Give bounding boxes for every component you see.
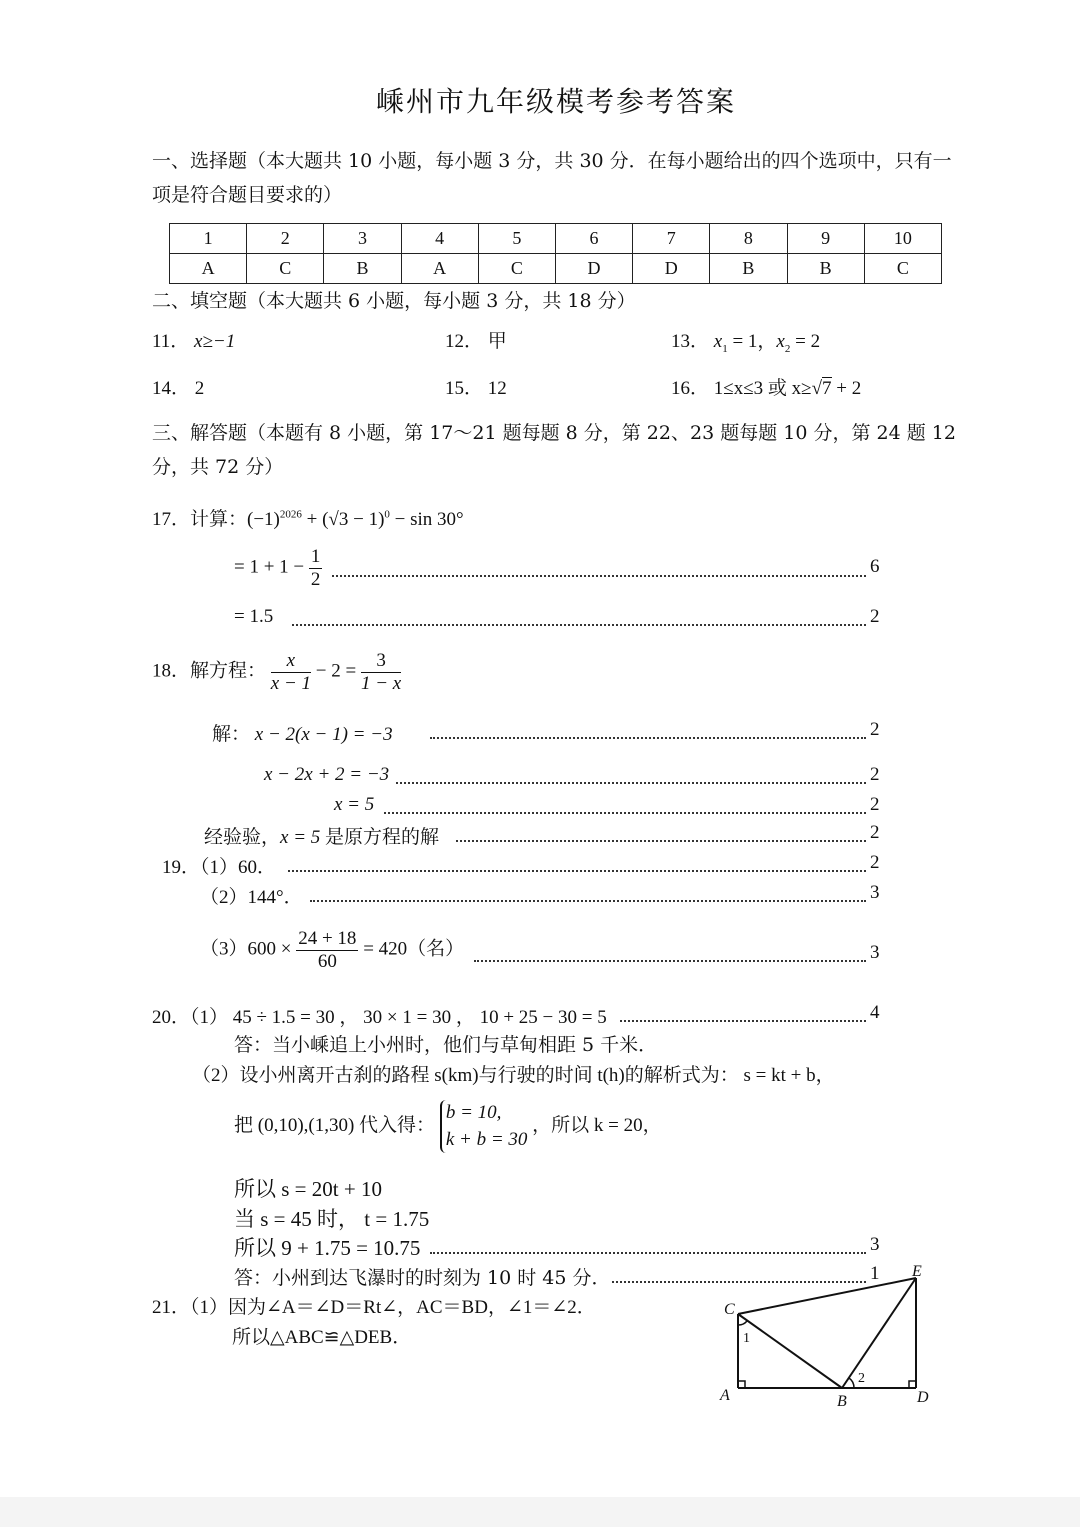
answer-value: + 2 xyxy=(831,378,862,399)
q20-line1: 所以 s = 20t + 10 xyxy=(234,1177,382,1201)
expression: − sin 30° xyxy=(389,509,464,530)
q20-part2: （2）设小州离开古刹的路程 s(km)与行驶的时间 t(h)的解析式为： s = kt + b， xyxy=(192,1065,835,1086)
score: 4 xyxy=(870,1002,880,1023)
q20-answer1: 答：当小嵊追上小州时，他们与草甸相距 5 千米． xyxy=(234,1034,658,1056)
table-cell: D xyxy=(555,254,632,284)
answer-16 xyxy=(671,373,861,400)
q18-question xyxy=(152,650,401,695)
table-cell: 8 xyxy=(710,224,787,254)
score: 2 xyxy=(870,852,880,873)
question-number: 15． xyxy=(445,378,484,399)
numerator: 1 xyxy=(310,546,321,567)
q17-step2: = 1.5 xyxy=(234,606,274,627)
solution-label: 解： xyxy=(212,724,251,745)
answer-value: = 1， xyxy=(727,331,777,352)
dot-leader xyxy=(292,624,866,626)
q20-line2: 当 s = 45 时， t = 1.75 xyxy=(234,1207,430,1231)
dot-leader xyxy=(310,900,866,902)
q18-step1 xyxy=(212,719,393,746)
answer-13 xyxy=(671,326,820,355)
fraction xyxy=(296,928,358,973)
angle-arc-1 xyxy=(738,1321,747,1325)
answer-value: x≥−1 xyxy=(194,331,236,352)
angle-arc-2 xyxy=(849,1378,854,1388)
sqrt-sign: √ xyxy=(811,378,822,399)
segment-ce xyxy=(738,1278,916,1314)
answer-value: = 2 xyxy=(790,331,821,352)
dot-leader xyxy=(396,782,866,784)
check-label: 经验验， xyxy=(204,827,281,848)
expression: （3）600 × xyxy=(200,938,292,960)
q17-question xyxy=(152,504,464,531)
dot-leader xyxy=(288,870,866,872)
exponent: 2026 xyxy=(279,508,302,521)
denominator: x − 1 xyxy=(270,672,312,694)
score: 3 xyxy=(870,942,880,963)
section1-heading-line1: 一、选择题（本大题共 10 小题，每小题 3 分，共 30 分．在每小题给出的四个选项中，只有一 xyxy=(152,150,952,172)
expression: + (√3 − 1) xyxy=(301,509,385,530)
question-label: 18．解方程： xyxy=(152,660,267,682)
table-row xyxy=(170,224,942,254)
denominator: 1 − x xyxy=(360,672,402,694)
numerator: x xyxy=(271,650,311,673)
score: 3 xyxy=(870,1234,880,1255)
table-cell: A xyxy=(170,254,247,284)
q19-part2: （2）144°． xyxy=(200,887,303,908)
question-number: 16． xyxy=(671,378,710,399)
segment-cb xyxy=(738,1314,842,1388)
exponent: 0 xyxy=(384,508,390,521)
answer-value: 2 xyxy=(194,378,205,399)
question-label: 17．计算： xyxy=(152,509,248,530)
table-cell: 1 xyxy=(170,224,247,254)
table-cell: 9 xyxy=(787,224,864,254)
q17-step1 xyxy=(234,546,322,591)
expression: = 420（名） xyxy=(363,938,465,960)
point-label-e: E xyxy=(912,1263,922,1280)
point-label-d: D xyxy=(917,1389,929,1406)
dot-leader xyxy=(430,737,866,739)
score: 2 xyxy=(870,794,880,815)
question-number: 14． xyxy=(152,378,191,399)
score: 2 xyxy=(870,764,880,785)
q20-substitution xyxy=(234,1100,662,1153)
table-cell: 6 xyxy=(555,224,632,254)
check-text: 是原方程的解 xyxy=(320,827,440,848)
denominator: 60 xyxy=(317,950,337,972)
dot-leader xyxy=(430,1252,866,1254)
numerator: 24 + 18 xyxy=(298,928,357,949)
q20-line3: 所以 9 + 1.75 = 10.75 xyxy=(234,1236,421,1260)
right-angle-mark-d xyxy=(909,1381,916,1388)
table-cell: C xyxy=(247,254,324,284)
fraction xyxy=(271,650,311,695)
geometry-figure xyxy=(710,1262,940,1412)
score: 2 xyxy=(870,719,880,740)
point-label-a: A xyxy=(720,1387,730,1404)
answer-value: 甲 xyxy=(487,331,507,352)
right-angle-mark-a xyxy=(738,1381,745,1388)
dot-leader xyxy=(384,812,866,814)
variable-x: x xyxy=(713,331,723,352)
segment-be xyxy=(842,1278,916,1388)
expression: ，所以 k = 20， xyxy=(532,1114,662,1136)
score: 6 xyxy=(870,556,880,577)
variable-x: x xyxy=(776,331,785,352)
section2-heading: 二、填空题（本大题共 6 小题，每小题 3 分，共 18 分） xyxy=(152,290,636,312)
table-cell: B xyxy=(324,254,401,284)
question-number: 12． xyxy=(445,331,484,352)
table-cell: 4 xyxy=(401,224,478,254)
page-footer-bar xyxy=(0,1497,1080,1527)
point-label-b: B xyxy=(837,1393,847,1410)
angle-label-2: 2 xyxy=(858,1371,865,1386)
table-cell: 10 xyxy=(864,224,941,254)
equation: k + b = 30 xyxy=(445,1128,528,1150)
q20-part1: 20．（1） 45 ÷ 1.5 = 30 ， 30 × 1 = 30 ， 10 + 25 − 30 = 5 xyxy=(152,1007,607,1028)
answer-15 xyxy=(445,373,507,400)
section3-heading-line2: 分，共 72 分） xyxy=(152,456,284,478)
table-cell: 7 xyxy=(633,224,710,254)
q18-step2: x − 2x + 2 = −3 xyxy=(264,764,390,785)
score: 2 xyxy=(870,606,880,627)
score: 2 xyxy=(870,822,880,843)
point-label-c: C xyxy=(724,1301,735,1318)
subscript: 2 xyxy=(784,342,791,355)
expression: x − 2(x − 1) = −3 xyxy=(254,724,393,745)
angle-label-1: 1 xyxy=(743,1331,750,1346)
answer-11 xyxy=(152,326,235,353)
score: 1 xyxy=(870,1263,880,1284)
table-cell: D xyxy=(633,254,710,284)
score: 3 xyxy=(870,882,880,903)
table-cell: 3 xyxy=(324,224,401,254)
answer-value: 1≤x≤3 或 x≥ xyxy=(713,378,812,399)
answer-14 xyxy=(152,373,204,400)
q19-part1: 19．（1）60． xyxy=(162,857,277,878)
fraction xyxy=(361,650,401,695)
dot-leader xyxy=(332,575,866,577)
question-number: 11． xyxy=(152,331,190,352)
page-title: 嵊州市九年级模考参考答案 xyxy=(376,85,737,118)
table-cell: 5 xyxy=(478,224,555,254)
expression: − 2 = xyxy=(311,660,357,682)
radicand: 7 xyxy=(822,378,832,399)
dot-leader xyxy=(620,1020,866,1022)
section1-heading-line2: 项是符合题目要求的） xyxy=(152,184,343,206)
q21-part1: 21．（1）因为∠A＝∠D＝Rt∠，AC＝BD，∠1＝∠2． xyxy=(152,1297,596,1318)
answer-12 xyxy=(445,326,507,353)
equation-system xyxy=(440,1100,528,1153)
table-cell: C xyxy=(478,254,555,284)
q18-step3: x = 5 xyxy=(334,794,375,815)
dot-leader xyxy=(474,960,866,962)
expression: 把 (0,10),(1,30) 代入得： xyxy=(234,1114,436,1136)
answer-value: 12 xyxy=(487,378,507,399)
answer-table xyxy=(169,223,942,284)
expression: (−1) xyxy=(247,509,280,530)
expression: = 1 + 1 − xyxy=(234,556,305,578)
question-number: 13． xyxy=(671,331,710,352)
table-cell: A xyxy=(401,254,478,284)
table-cell: B xyxy=(787,254,864,284)
section3-heading-line1: 三、解答题（本题有 8 小题，第 17～21 题每题 8 分，第 22、23 题每题 10 分，第 24 题 12 xyxy=(152,422,956,444)
fraction xyxy=(309,546,323,591)
numerator: 3 xyxy=(361,650,401,673)
subscript: 1 xyxy=(722,342,728,355)
q19-part3 xyxy=(200,928,464,973)
table-cell: B xyxy=(710,254,787,284)
table-row xyxy=(170,254,942,284)
dot-leader xyxy=(456,840,866,842)
table-cell: C xyxy=(864,254,941,284)
q18-check xyxy=(204,822,439,849)
table-cell: 2 xyxy=(247,224,324,254)
denominator: 2 xyxy=(310,568,321,590)
q21-part2: 所以△ABC≌△DEB． xyxy=(232,1327,412,1348)
expression: x = 5 xyxy=(280,827,321,848)
q20-answer2: 答：小州到达飞瀑时的时刻为 10 时 45 分． xyxy=(234,1267,611,1289)
equation: b = 10, xyxy=(445,1102,502,1123)
